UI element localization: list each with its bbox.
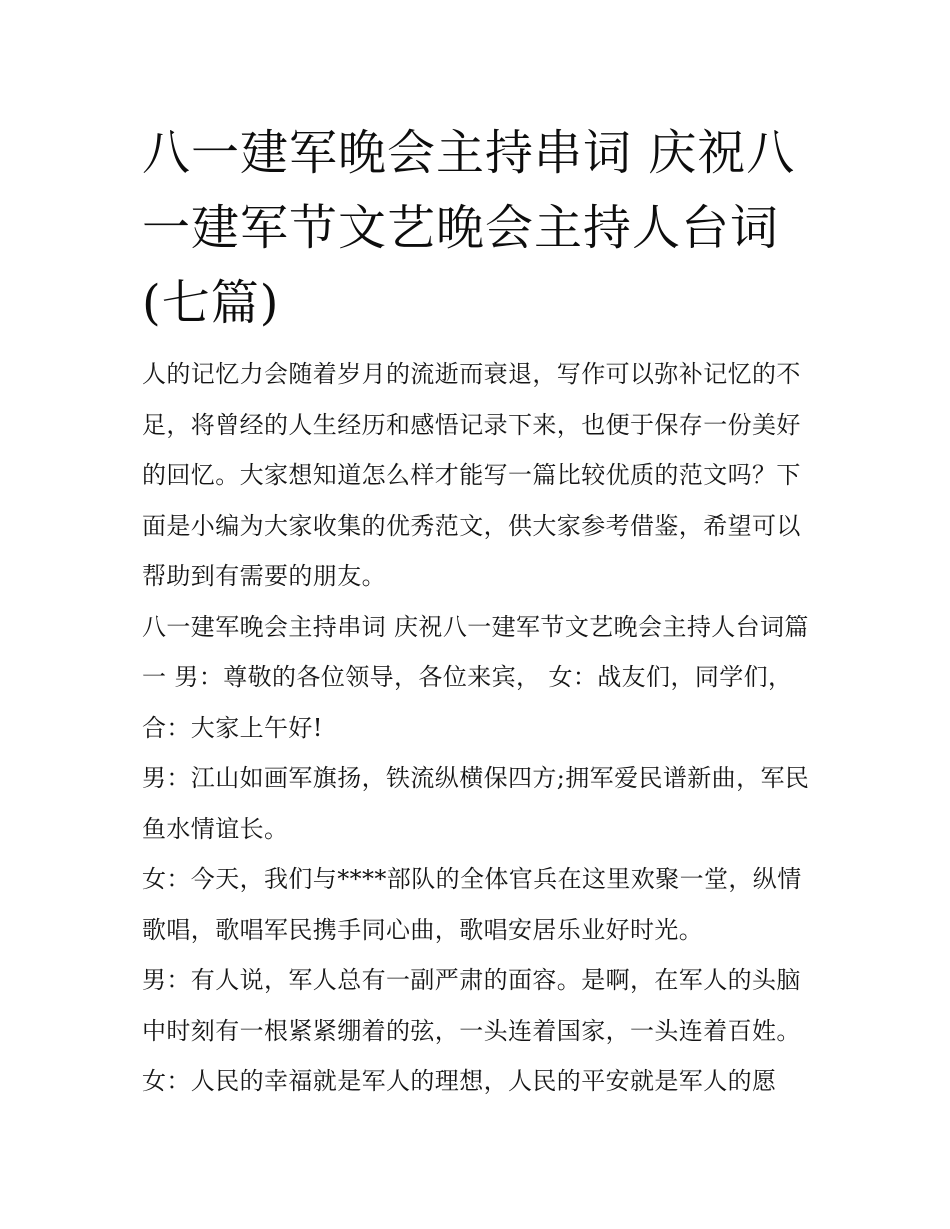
document-title: 八一建军晚会主持串词 庆祝八一建军节文艺晚会主持人台词(七篇) — [142, 125, 796, 331]
paragraph-opening: 八一建军晚会主持串词 庆祝八一建军节文艺晚会主持人台词篇一 男：尊敬的各位领导，各位来宾， 女：战友们，同学们， 合：大家上午好! — [142, 612, 809, 742]
document-page — [142, 116, 822, 1107]
paragraph-male-1: 男：江山如画军旗扬，铁流纵横保四方;拥军爱民谱新曲，军民鱼水情谊长。 — [142, 764, 810, 843]
paragraph-female-2: 女：人民的幸福就是军人的理想，人民的平安就是军人的愿 — [142, 1067, 777, 1095]
document-body — [142, 349, 822, 1107]
paragraph-male-2: 男：有人说，军人总有一副严肃的面容。是啊，在军人的头脑中时刻有一根紧紧绷着的弦，一头连着国家，一头连着百姓。 — [142, 966, 801, 1045]
paragraph-intro: 人的记忆力会随着岁月的流逝而衰退，写作可以弥补记忆的不足，将曾经的人生经历和感悟记录下来，也便于保存一份美好的回忆。大家想知道怎么样才能写一篇比较优质的范文吗？下面是小编为大家收集的优秀范文，供大家参考借鉴，希望可以帮助到有需要的朋友。 — [142, 360, 801, 590]
paragraph-female-1: 女：今天，我们与****部队的全体官兵在这里欢聚一堂，纵情歌唱，歌唱军民携手同心曲，歌唱安居乐业好时光。 — [142, 865, 802, 944]
